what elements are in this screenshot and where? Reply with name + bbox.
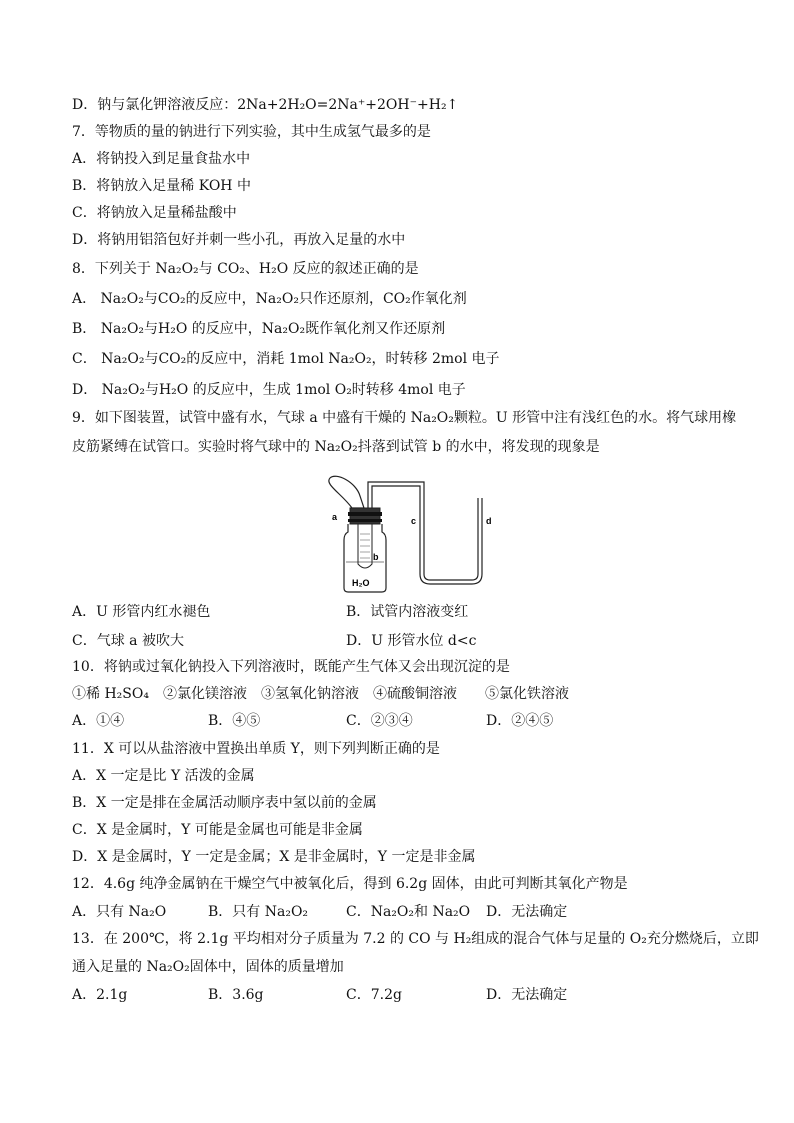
q9-option-a: A．U 形管内红水褪色 <box>72 604 211 620</box>
question-10: 10．将钠或过氧化钠投入下列溶液时，既能产生气体又会出现沉淀的是 <box>72 659 510 675</box>
label-a: a <box>332 512 338 522</box>
q8-option-c: C． Na₂O₂与CO₂的反应中，消耗 1mol Na₂O₂，时转移 2mol 电子 <box>72 351 500 367</box>
q9-option-d: D．U 形管水位 d<c <box>346 633 477 649</box>
question-9-line-2: 皮筋紧缚在试管口。实验时将气球中的 Na₂O₂抖落到试管 b 的水中，将发现的现象是 <box>72 439 600 455</box>
question-13-line-2: 通入足量的 Na₂O₂固体中，固体的质量增加 <box>72 959 344 975</box>
q7-option-b: B．将钠放入足量稀 KOH 中 <box>72 178 251 194</box>
q11-option-a: A．X 一定是比 Y 活泼的金属 <box>72 768 255 784</box>
q12-option-d: D．无法确定 <box>486 904 568 920</box>
q13-option-d: D．无法确定 <box>486 987 568 1003</box>
q13-option-a: A．2.1g <box>72 987 128 1003</box>
q13-option-b: B．3.6g <box>208 987 264 1003</box>
q9-option-b: B．试管内溶液变红 <box>346 604 469 620</box>
q12-option-b: B．只有 Na₂O₂ <box>208 904 309 920</box>
label-b: b <box>373 552 379 562</box>
q8-option-d: D． Na₂O₂与H₂O 的反应中，生成 1mol O₂时转移 4mol 电子 <box>72 382 466 398</box>
question-9-line-1: 9．如下图装置，试管中盛有水，气球 a 中盛有干燥的 Na₂O₂颗粒。U 形管中注有浅红色的水。将气球用橡 <box>72 410 737 426</box>
q7-option-a: A．将钠投入到足量食盐水中 <box>72 151 251 167</box>
question-13-line-1: 13．在 200℃，将 2.1g 平均相对分子质量为 7.2 的 CO 与 H₂组成的混合气体与足量的 O₂充分燃烧后，立即 <box>72 931 759 947</box>
q11-option-c: C．X 是金属时，Y 可能是金属也可能是非金属 <box>72 822 363 838</box>
q12-option-c: C．Na₂O₂和 Na₂O <box>346 904 471 920</box>
q7-option-c: C．将钠放入足量稀盐酸中 <box>72 205 237 221</box>
q11-option-d: D．X 是金属时，Y 一定是金属；X 是非金属时，Y 一定是非金属 <box>72 849 476 865</box>
question-7: 7．等物质的量的钠进行下列实验，其中生成氢气最多的是 <box>72 124 431 140</box>
q9-option-c: C．气球 a 被吹大 <box>72 633 184 649</box>
label-c: c <box>411 516 417 526</box>
q11-option-b: B．X 一定是排在金属活动顺序表中氢以前的金属 <box>72 795 377 811</box>
balloon-a <box>329 476 364 508</box>
question-11: 11．X 可以从盐溶液中置换出单质 Y，则下列判断正确的是 <box>72 741 440 757</box>
q6-option-d: D．钠与氯化钾溶液反应：2Na+2H₂O=2Na⁺+2OH⁻+H₂↑ <box>72 97 459 113</box>
q12-option-a: A．只有 Na₂O <box>72 904 167 920</box>
q10-option-b: B．④⑤ <box>208 713 261 729</box>
question-8: 8．下列关于 Na₂O₂与 CO₂、H₂O 反应的叙述正确的是 <box>72 261 419 277</box>
q8-option-b: B． Na₂O₂与H₂O 的反应中，Na₂O₂既作氧化剂又作还原剂 <box>72 321 446 337</box>
q10-option-c: C．②③④ <box>346 713 413 729</box>
label-water: H₂O <box>352 578 370 588</box>
label-d: d <box>486 516 492 526</box>
q10-option-d: D．②④⑤ <box>486 713 554 729</box>
q10-option-a: A．①④ <box>72 713 125 729</box>
apparatus-diagram <box>312 474 502 594</box>
delivery-tube <box>368 482 478 580</box>
q8-option-a: A． Na₂O₂与CO₂的反应中，Na₂O₂只作还原剂，CO₂作氧化剂 <box>72 291 467 307</box>
q7-option-d: D．将钠用铝箔包好并刺一些小孔，再放入足量的水中 <box>72 232 406 248</box>
q10-solution-list: ①稀 H₂SO₄ ②氯化镁溶液 ③氢氧化钠溶液 ④硫酸铜溶液 ⑤氯化铁溶液 <box>72 686 569 702</box>
q13-option-c: C．7.2g <box>346 987 402 1003</box>
question-12: 12．4.6g 纯净金属钠在干燥空气中被氧化后，得到 6.2g 固体，由此可判断其氧化产物是 <box>72 876 628 892</box>
